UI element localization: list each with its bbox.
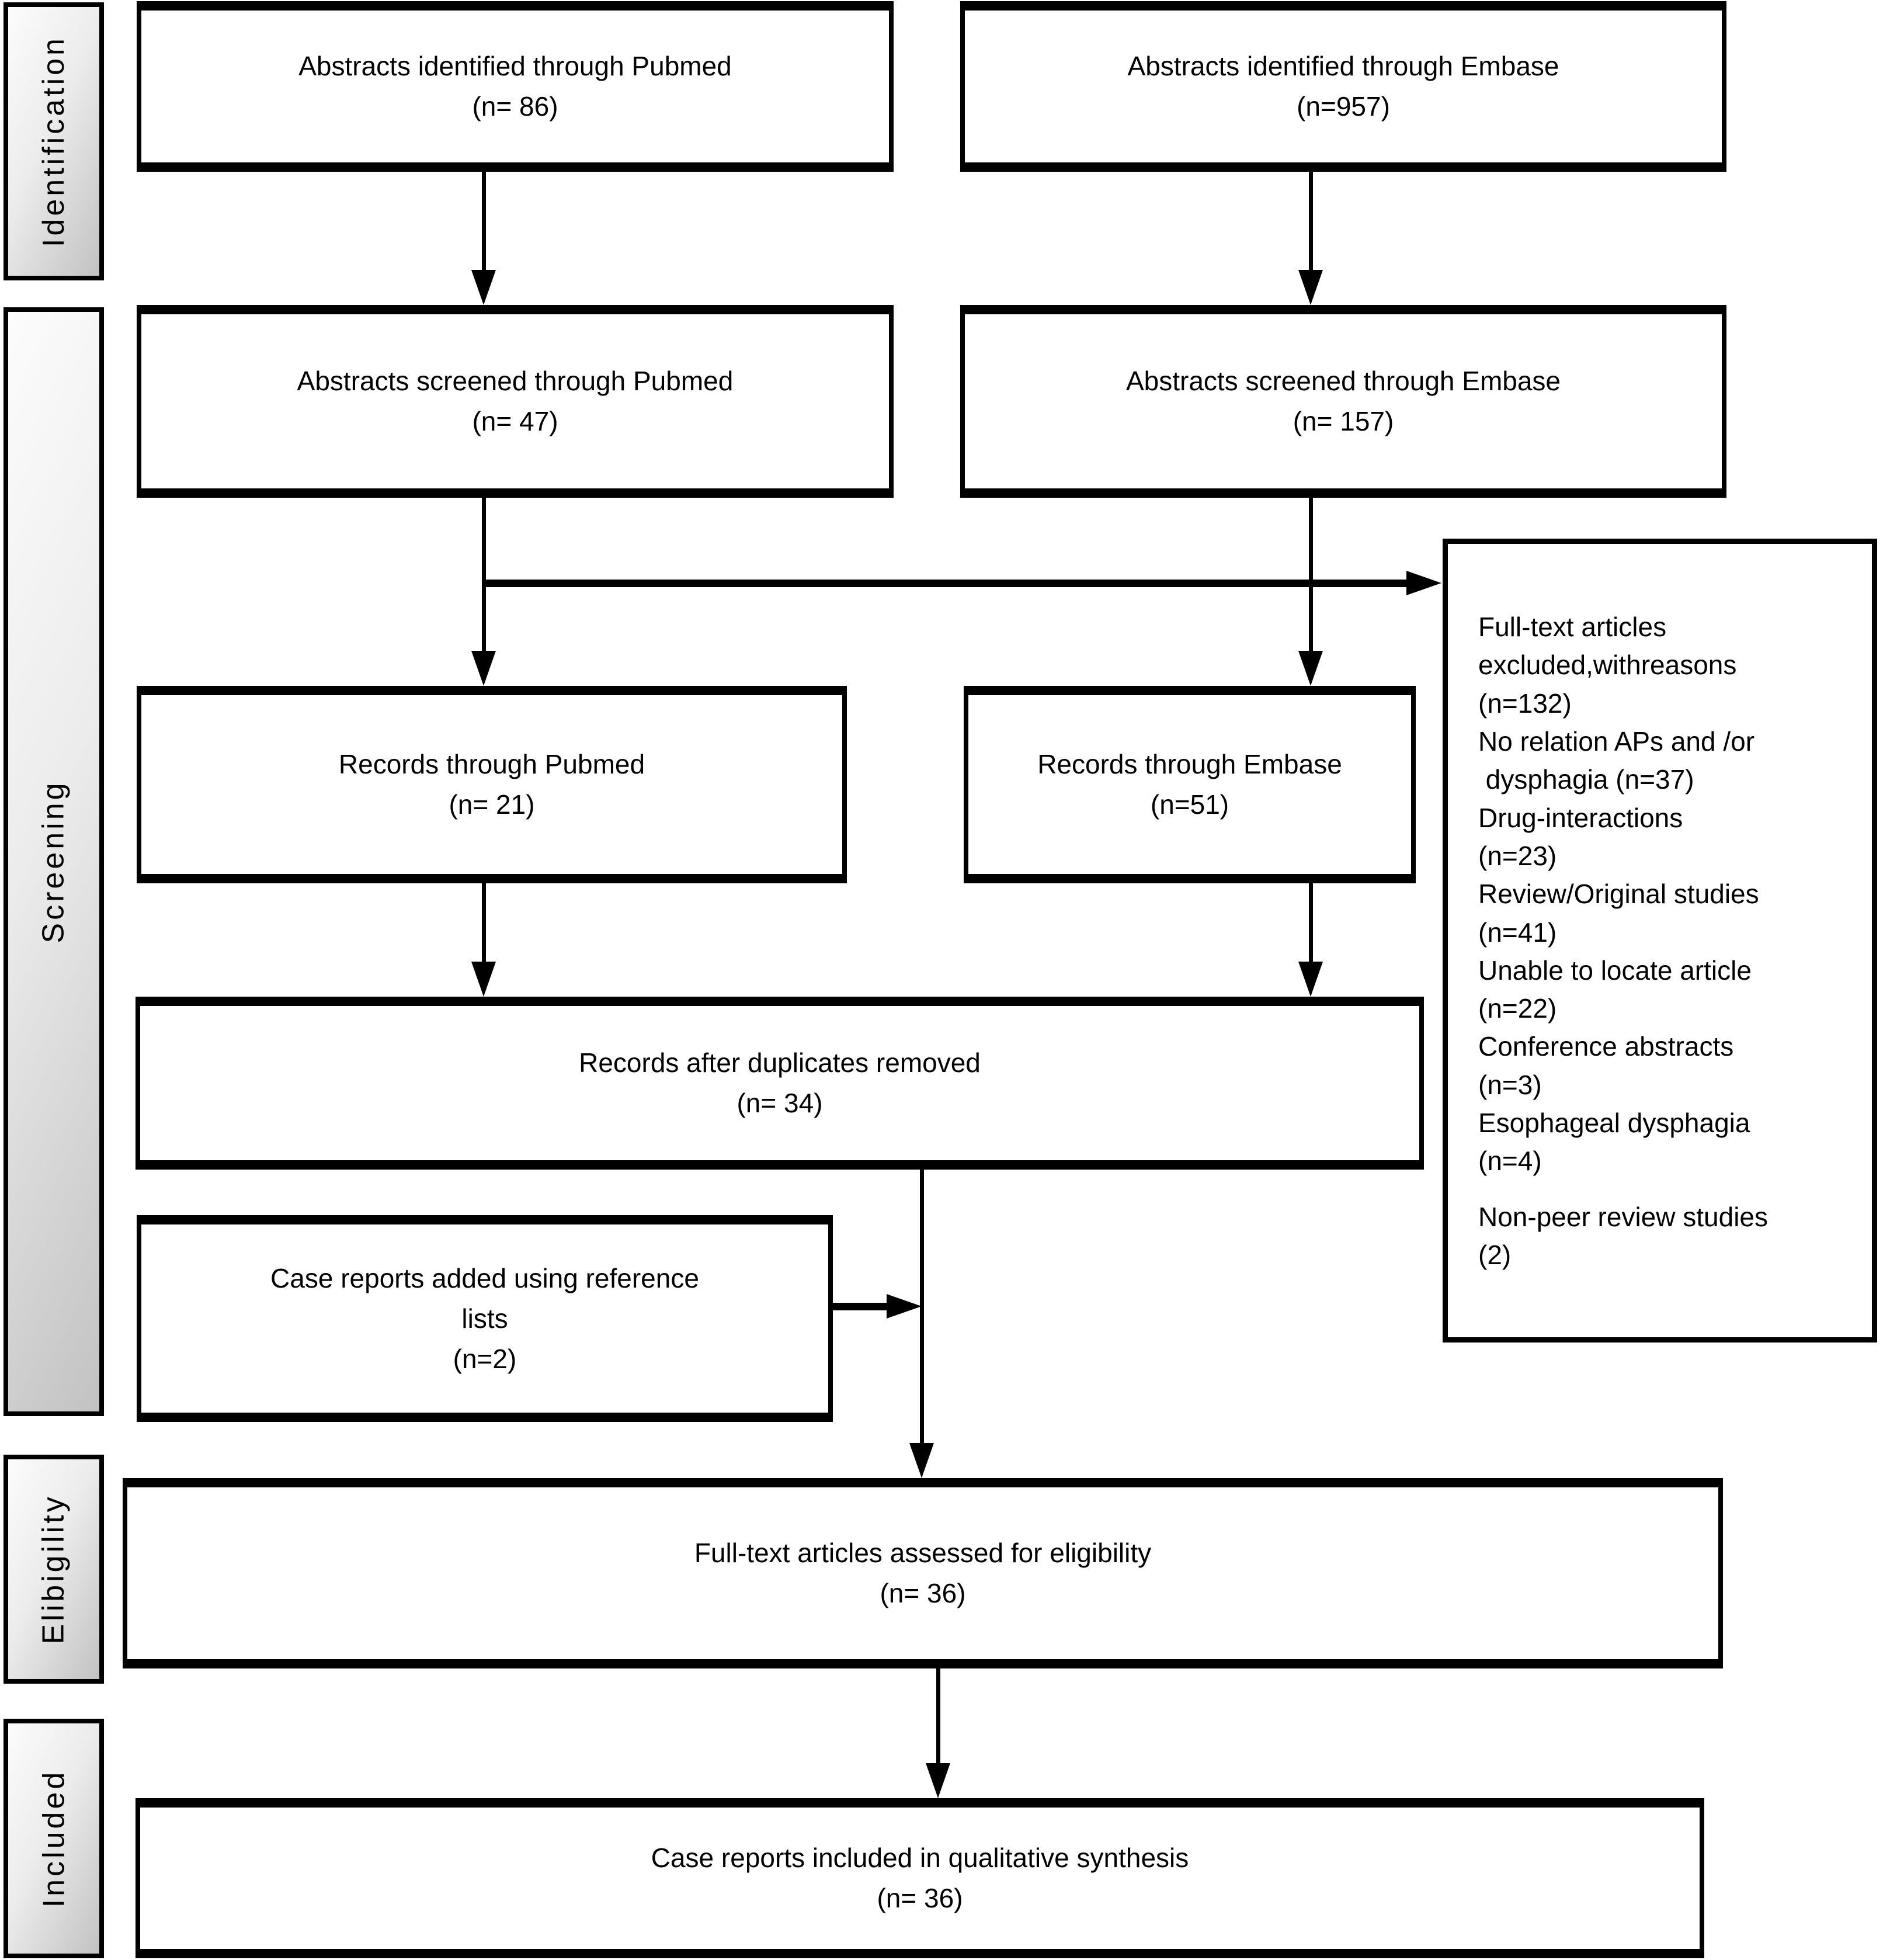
exclusion-item [1478,799,1683,876]
exclusion-line: Esophageal dysphagia [1478,1108,1750,1139]
exclusion-line: Review/Original studies [1478,879,1759,910]
exclusion-item [1478,1104,1750,1181]
stage-identification [4,2,104,280]
exclusion-line: (n=132) [1478,688,1572,719]
exclusion-item [1478,1198,1768,1275]
box-text-line: Abstracts screened through Pubmed [297,366,734,396]
exclusion-line: dysphagia (n=37) [1478,764,1694,795]
box-text-line: Records through Embase [1037,749,1342,779]
arrowhead-down-icon [926,1763,950,1798]
stage-identification-label: Identification [37,36,71,247]
exclusion-line: Drug-interactions [1478,802,1683,833]
exclusion-item [1478,875,1759,952]
arrowhead-down-icon [909,1443,934,1478]
box-text-line: Abstracts screened through Embase [1125,366,1561,396]
box-duplicates-removed [136,997,1424,1170]
box-abstracts-screened-pubmed [137,305,894,498]
box-count-line: (n= 47) [472,406,558,436]
box-abstracts-screened-embase [960,305,1726,498]
stage-included-label: Included [37,1769,71,1908]
box-records-pubmed [137,686,847,883]
exclusion-line: (n=41) [1478,917,1557,948]
stage-screening-label: Screening [37,780,71,943]
exclusion-item [1478,723,1754,799]
box-text-line: Records through Pubmed [338,749,645,779]
box-text-line: Records after duplicates removed [579,1047,981,1078]
arrowhead-right-icon [887,1294,922,1319]
box-text-line: Case reports added using reference [270,1262,699,1293]
box-included-synthesis [136,1798,1704,1958]
box-text-line: Full-text articles assessed for eligibility [694,1538,1152,1568]
arrowhead-down-icon [471,651,496,686]
stage-included [4,1719,104,1958]
box-count-line: (n= 36) [880,1578,966,1608]
box-count-line: (n=51) [1150,789,1229,820]
box-text-line: Abstracts identified through Embase [1127,51,1559,81]
exclusion-item [1478,608,1736,723]
box-records-embase [964,686,1416,883]
box-abstracts-identified-embase [960,1,1726,172]
box-count-line: (n= 157) [1293,406,1394,436]
box-count-line: (n= 86) [472,91,558,122]
exclusion-line: No relation APs and /or [1478,726,1755,757]
exclusion-line: excluded,withreasons [1478,650,1737,681]
stage-screening [4,307,104,1416]
exclusion-line: (n=23) [1478,840,1557,871]
arrowhead-down-icon [1298,962,1323,997]
exclusion-line: Conference abstracts [1478,1031,1734,1062]
box-text-line: Case reports included in qualitative synthesis [651,1843,1189,1873]
box-text-line: lists [461,1303,508,1334]
arrowhead-down-icon [471,962,496,997]
box-case-reports-added [137,1215,833,1422]
arrowhead-right-icon [1406,571,1441,595]
exclusion-line: Unable to locate article [1478,955,1752,986]
box-fulltext-excluded-reasons [1443,539,1877,1342]
box-count-line: (n= 34) [736,1088,823,1118]
exclusion-item [1478,1028,1733,1104]
stage-eligibility-label: Elibigility [37,1494,71,1645]
box-fulltext-assessed [123,1478,1723,1668]
box-text-line: Abstracts identified through Pubmed [298,51,732,81]
exclusion-line: (2) [1478,1240,1512,1270]
box-abstracts-identified-pubmed [137,1,894,172]
exclusion-item [1478,952,1752,1028]
box-count-line: (n= 21) [449,789,535,820]
box-count-line: (n=2) [453,1343,517,1374]
arrowhead-down-icon [1298,270,1323,305]
arrowhead-down-icon [471,270,496,305]
exclusion-line: Non-peer review studies [1478,1201,1769,1232]
exclusion-line: (n=22) [1478,993,1557,1024]
exclusion-line: Full-text articles [1478,612,1667,642]
box-count-line: (n= 36) [877,1883,963,1913]
box-count-line: (n=957) [1297,91,1390,122]
stage-eligibility [4,1455,104,1684]
exclusion-line: (n=4) [1478,1146,1542,1177]
arrowhead-down-icon [1298,651,1323,686]
exclusion-line: (n=3) [1478,1069,1542,1100]
